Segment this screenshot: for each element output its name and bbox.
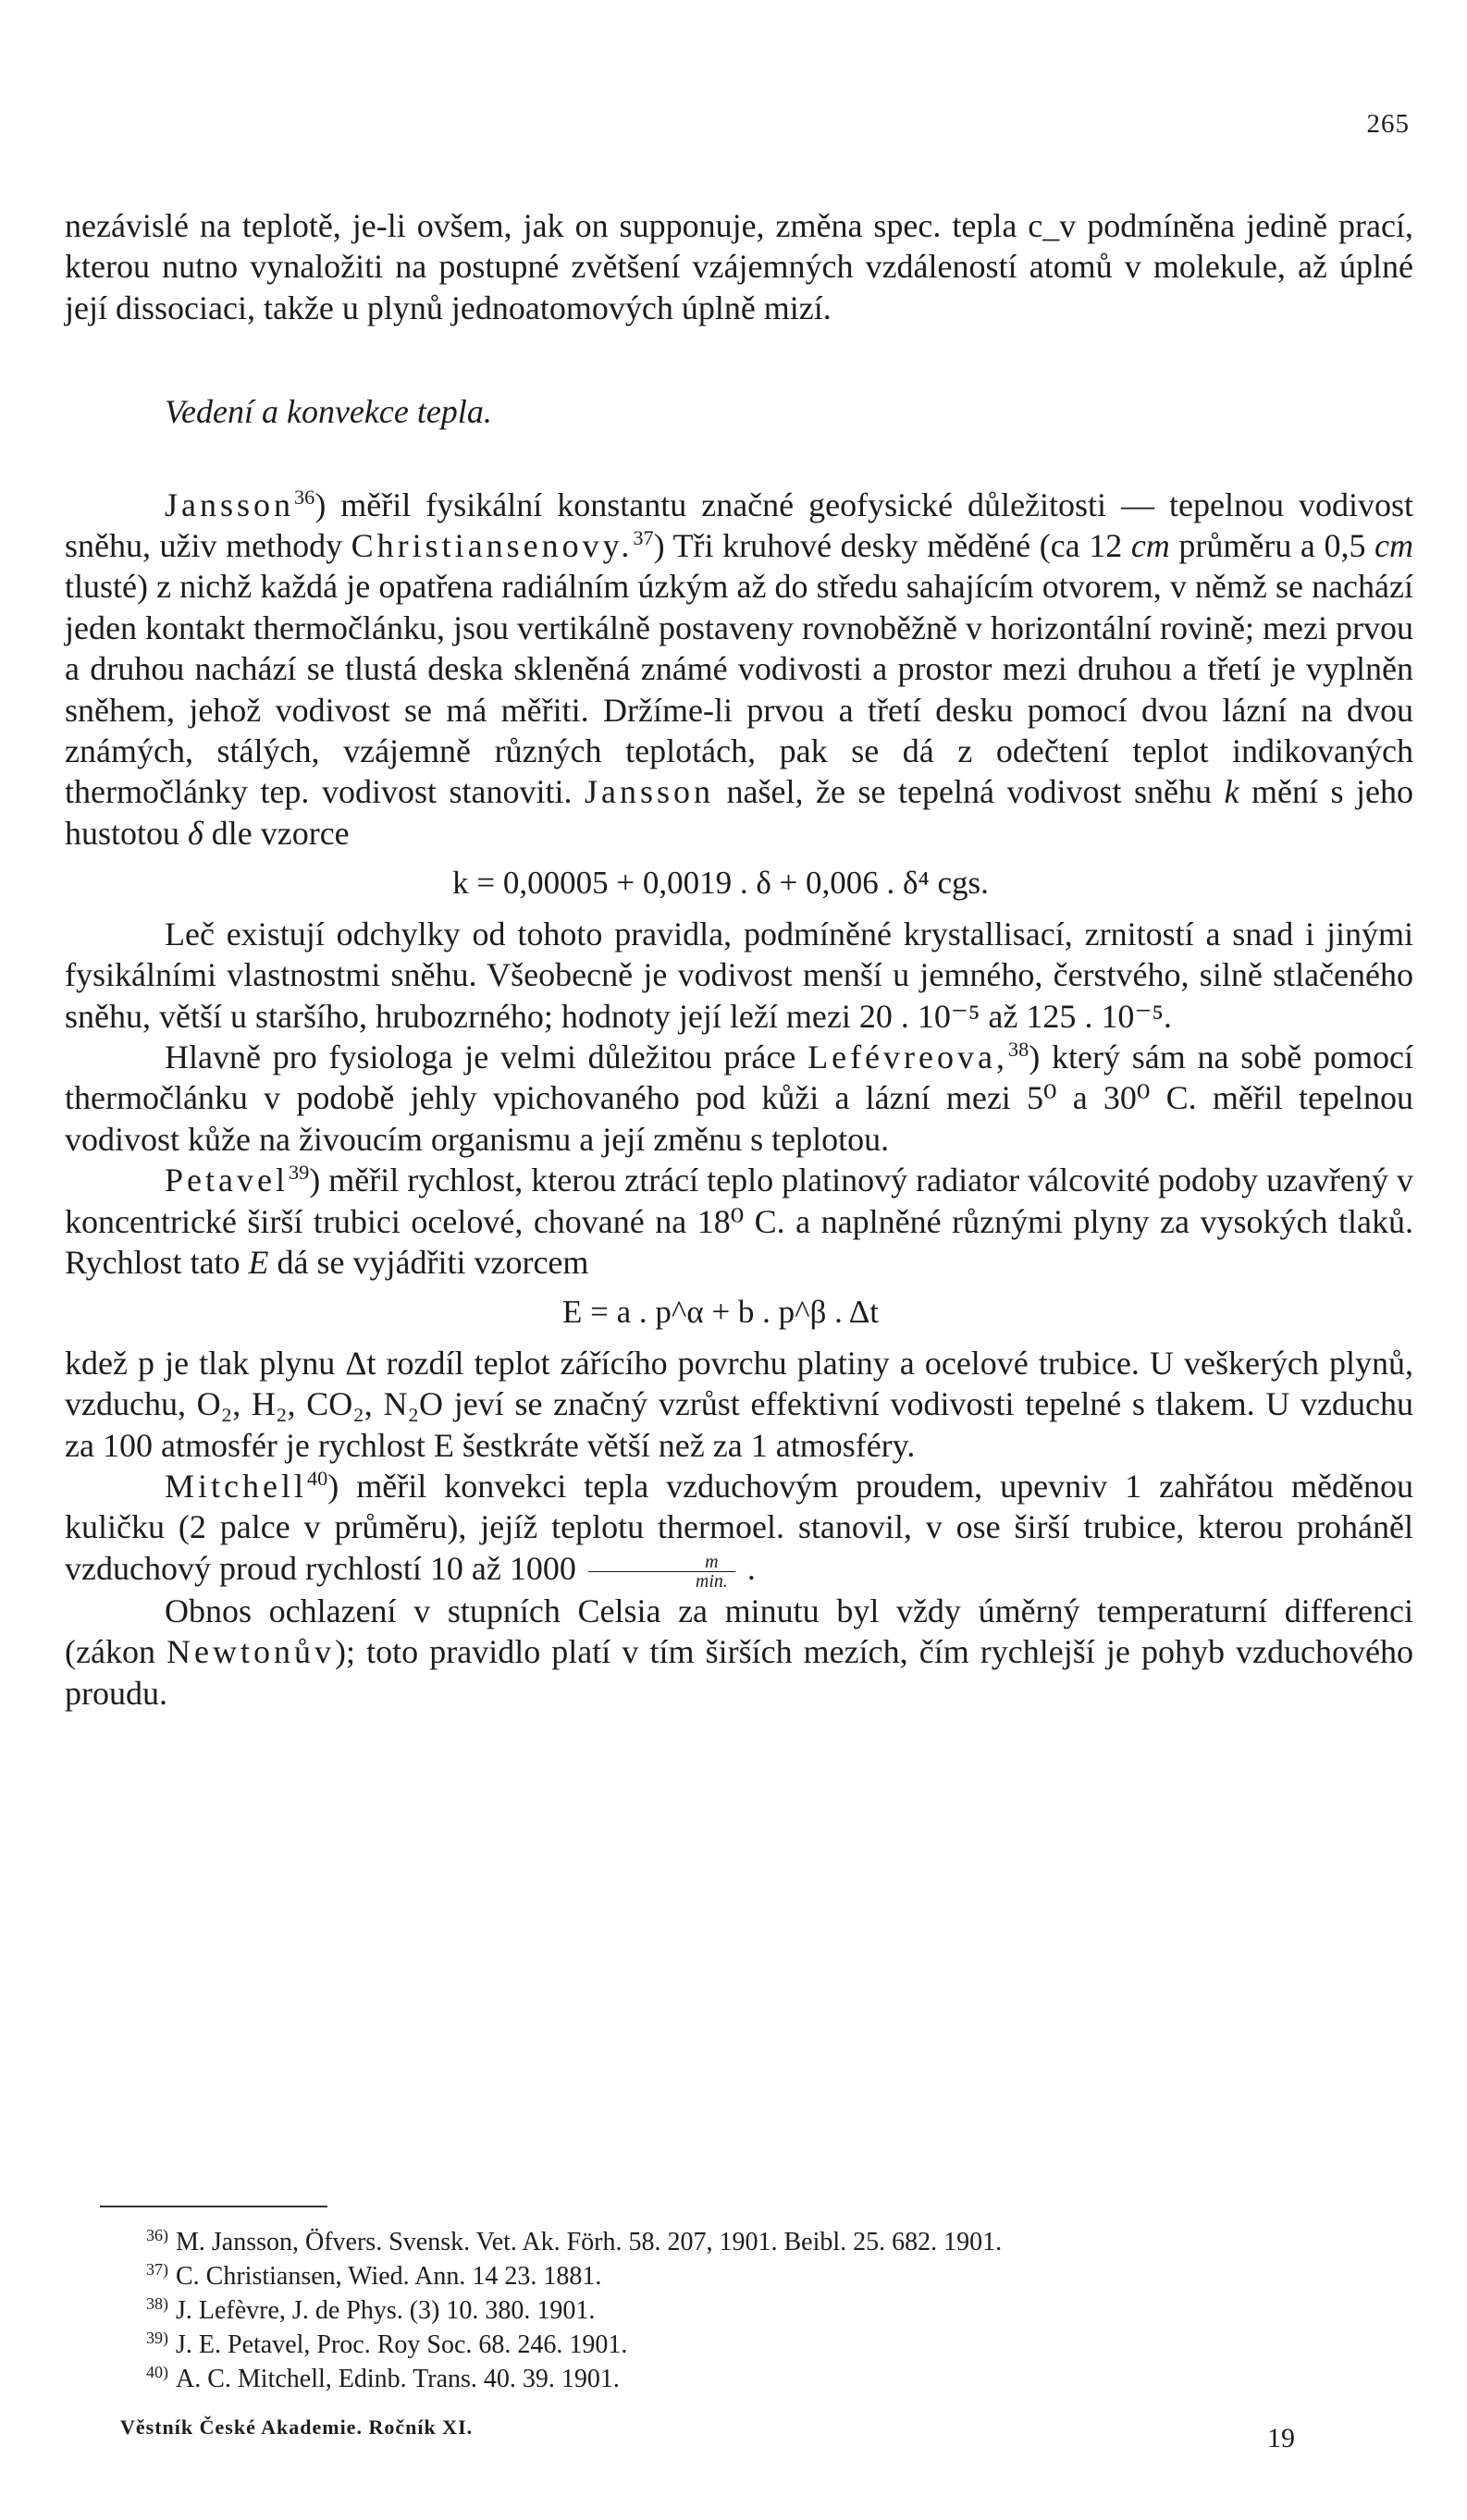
- formula-radiator: E = a . p^α + b . p^β . Δt: [562, 1294, 879, 1331]
- ref-38: 38: [1007, 1037, 1029, 1061]
- paragraph-intro: nezávislé na teplotě, je-li ovšem, jak on supponuje, změna spec. tepla c_v podmíněna jedině prací, kterou nutno vynaložiti na postupné zvětšení vzájemných vzdáleností atomů v molekule, až úplné její dissociaci, takže u plynů jednoatomových úplně mizí.: [65, 207, 1413, 326]
- footnote-39: 39) J. E. Petavel, Proc. Roy Soc. 68. 246. 1901.: [146, 2328, 628, 2359]
- signature-mark: 19: [1267, 2423, 1295, 2453]
- author-jansson-2: Jansson: [585, 773, 715, 811]
- footnotes: [139, 2225, 1415, 2396]
- paragraph-jansson: Jansson$^{36}$) měřil fysikální konstantu značné geofysické důležitosti — tepelnou vodivost sněhu, uživ methody Christiansenovy.$^{37}$) Tři kruhové desky měděné (ca 12 cm průměru a 0,5 cm tlusté) z nichž každá je opatřena radiálním úzkým až do středu sahajícím otvorem, v němž se nachází jeden kontakt thermočlánku, jsou vertikálně postaveny rovnoběžně v horizontální rovině; mezi prvou a druhou nachází se tlustá deska skleněná známé vodivosti a prostor mezi druhou a třetí je vyplněn sněhem, jehož vodivost se má měřiti. Držíme-li prvou a třetí desku pomocí dvou lázní na dvou známých, stálých, vzájemně různých teplotách, pak se dá z odečtení teplot indikovaných thermočlánky tep. vodivost stanoviti. Jansson našel, že se tepelná vodivost sněhu k mění s jeho hustotou δ dle vzorce: [65, 485, 1414, 852]
- author-lefevre: Lefévreova,: [807, 1038, 1008, 1076]
- ref-37: 37: [633, 526, 654, 550]
- author-jansson: Jansson: [165, 486, 295, 523]
- body-text: [65, 205, 1413, 1714]
- fraction-m-per-min: $\frac{m}{\min.}$: [588, 1553, 735, 1591]
- author-christiansen: Christiansenovy.: [351, 527, 634, 565]
- footnote-38: 38) J. Lefèvre, J. de Phys. (3) 10. 380. 1901.: [146, 2293, 596, 2325]
- paragraph-petavel: Petavel$^{39}$) měřil rychlost, kterou ztrácí teplo platinový radiator válcovité podoby uzavřený v koncentrické širší trubici ocelové, chované na 18⁰ C. a naplněné různými plyny za vysokých tlaků. Rychlost tato E dá se vyjádřiti vzorcem: [65, 1161, 1413, 1281]
- law-newton: Newtonův: [166, 1633, 336, 1671]
- footnote-40: 40) A. C. Mitchell, Edinb. Trans. 40. 39. 1901.: [146, 2362, 620, 2393]
- section-heading: Vedení a konvekce tepla.: [165, 393, 492, 431]
- page-number: 265: [1366, 109, 1410, 139]
- paragraph-obnos: Obnos ochlazení v stupních Celsia za minutu byl vždy úměrný temperaturní differenci (zákon Newtonův); toto pravidlo platí v tím širších mezích, čím rychlejší je pohyb vzduchového proudu.: [65, 1592, 1413, 1712]
- paragraph-lec: Leč existují odchylky od tohoto pravidla, podmíněné krystallisací, zrnitostí a snad i jinými fysikálními vlastnostmi sněhu. Všeobecně je vodivost menší u jemného, čerstvého, silně stlačeného sněhu, větší u staršího, hrubozrného; hodnoty její leží mezi 20 . 10⁻⁵ až 125 . 10⁻⁵.: [65, 915, 1413, 1035]
- paragraph-mitchell: Mitchell$^{40}$) měřil konvekci tepla vzduchovým proudem, upevniv 1 zahřátou měděnou kuličku (2 palce v průměru), jejíž teplotu thermoel. stanovil, v ose širší trubice, kterou proháněl vzduchový proud rychlostí 10 až 1000 $\frac{m}{\min.}$ .: [65, 1466, 1413, 1592]
- author-mitchell: Mitchell: [165, 1467, 307, 1505]
- paragraph-kdez: kdež p je tlak plynu Δt rozdíl teplot zářícího povrchu platiny a ocelové trubice. U veškerých plynů, vzduchu, O₂, H₂, CO₂, N₂O jeví se značný vzrůst effektivní vodivosti tepelné s tlakem. U vzduchu za 100 atmosfér je rychlost E šestkráte větší než za 1 atmosféry.: [65, 1344, 1413, 1464]
- ref-39: 39: [288, 1161, 310, 1185]
- footnote-36: 36) M. Jansson, Öfvers. Svensk. Vet. Ak. Förh. 58. 207, 1901. Beibl. 25. 682. 1901.: [146, 2225, 1003, 2256]
- footnote-divider: [100, 2206, 327, 2207]
- author-petavel: Petavel: [165, 1162, 289, 1199]
- ref-40: 40: [306, 1466, 328, 1490]
- journal-footer: Věstník České Akademie. Ročník XI.: [120, 2416, 474, 2439]
- formula-conductivity: k = 0,00005 + 0,0019 . δ + 0,006 . δ⁴ cgs.: [452, 865, 989, 902]
- footnote-37: 37) C. Christiansen, Wied. Ann. 14 23. 1881.: [146, 2259, 602, 2291]
- ref-36: 36: [294, 485, 315, 509]
- paragraph-lefevre: Hlavně pro fysiologa je velmi důležitou práce Lefévreova,$^{38}$) který sám na sobě pomocí thermočlánku v podobě jehly vpichovaného pod kůži a lázní mezi 5⁰ a 30⁰ C. měřil tepelnou vodivost kůže na živoucím organismu a její změnu s teplotou.: [65, 1037, 1413, 1158]
